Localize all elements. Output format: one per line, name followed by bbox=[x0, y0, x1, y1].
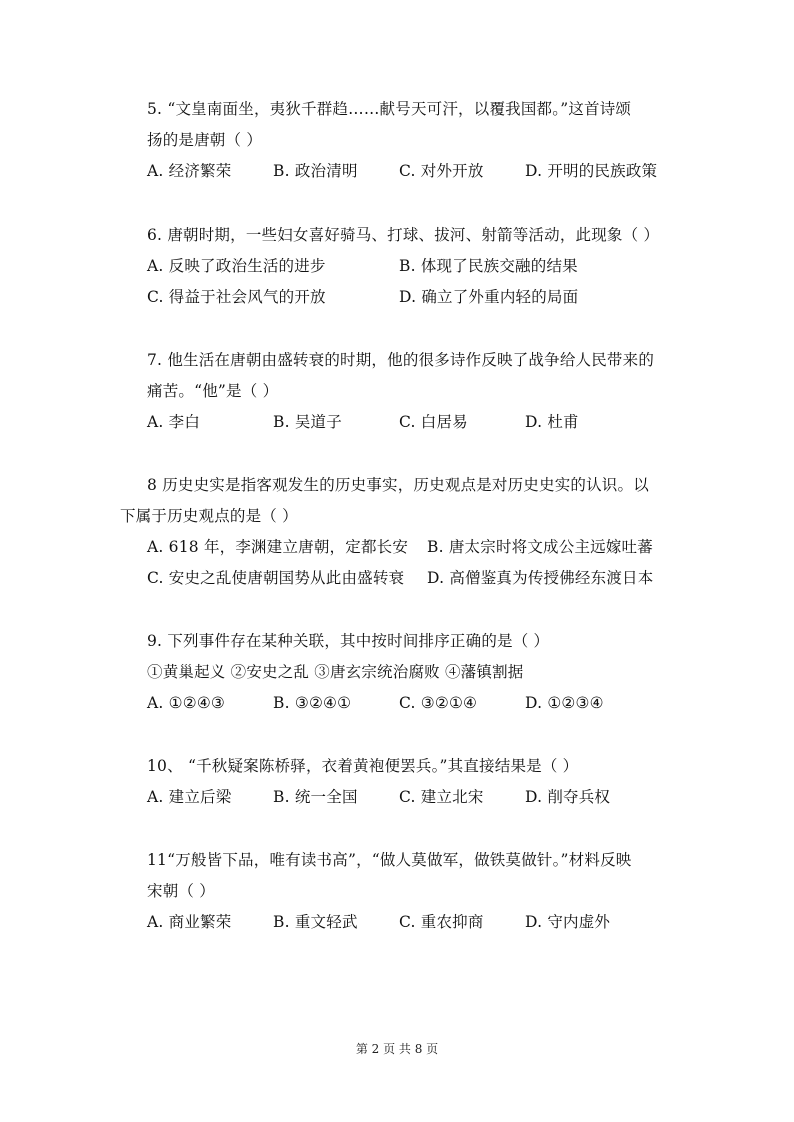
option-a: A. 618 年，李渊建立唐朝，定都长安 bbox=[147, 538, 409, 556]
option-a: A. ①②④③ bbox=[147, 694, 226, 712]
question-stem: 痛苦。“他”是（ ） bbox=[147, 382, 279, 400]
page-number-footer: 第 2 页 共 8 页 bbox=[355, 1042, 439, 1056]
options-row bbox=[147, 407, 654, 438]
option-a: A. 李白 bbox=[147, 413, 201, 431]
question-stem: 5. “文皇南面坐，夷狄千群趋……献号天可汗，以覆我国都。”这首诗颂 bbox=[147, 100, 632, 118]
question-stem: 6. 唐朝时期，一些妇女喜好骑马、打球、拔河、射箭等活动，此现象（ ） bbox=[147, 226, 660, 244]
option-c: C. 安史之乱使唐朝国势从此由盛转衰 bbox=[147, 569, 405, 587]
option-b: B. ③②④① bbox=[273, 694, 352, 712]
option-b: B. 唐太宗时将文成公主远嫁吐蕃 bbox=[427, 538, 653, 556]
options-row bbox=[147, 563, 653, 594]
option-b: B. 吴道子 bbox=[273, 413, 342, 431]
question-10 bbox=[147, 751, 610, 813]
question-8 bbox=[120, 470, 654, 594]
option-a: A. 反映了政治生活的进步 bbox=[147, 257, 326, 275]
option-c: C. 白居易 bbox=[399, 413, 468, 431]
question-stem: 宋朝（ ） bbox=[147, 882, 215, 900]
option-a: A. 商业繁荣 bbox=[147, 913, 232, 931]
option-d: D. 守内虚外 bbox=[525, 913, 611, 931]
option-b: B. 统一全国 bbox=[273, 788, 358, 806]
option-c: C. 对外开放 bbox=[399, 162, 484, 180]
question-stem: 扬的是唐朝（ ） bbox=[147, 131, 263, 149]
question-11 bbox=[147, 845, 631, 938]
option-d: D. 开明的民族政策 bbox=[525, 162, 658, 180]
option-b: B. 重文轻武 bbox=[273, 913, 358, 931]
option-c: C. 建立北宋 bbox=[399, 788, 484, 806]
question-5 bbox=[147, 94, 657, 187]
option-a: A. 建立后梁 bbox=[147, 788, 232, 806]
question-stem: ①黄巢起义 ②安史之乱 ③唐玄宗统治腐败 ④藩镇割据 bbox=[147, 663, 524, 681]
question-stem: 下属于历史观点的是（ ） bbox=[120, 507, 298, 525]
option-c: C. 重农抑商 bbox=[399, 913, 484, 931]
question-stem: 9. 下列事件存在某种关联，其中按时间排序正确的是（ ） bbox=[147, 632, 550, 650]
option-d: D. ①②③④ bbox=[525, 694, 604, 712]
options-row bbox=[147, 782, 610, 813]
option-c: C. 得益于社会风气的开放 bbox=[147, 288, 326, 306]
options-row bbox=[147, 156, 657, 187]
options-row bbox=[147, 688, 604, 719]
option-b: B. 体现了民族交融的结果 bbox=[399, 257, 578, 275]
question-stem: 8 历史史实是指客观发生的历史事实，历史观点是对历史史实的认识。以 bbox=[147, 476, 649, 494]
question-stem: 10、 “千秋疑案陈桥驿，衣着黄袍便罢兵。”其直接结果是（ ） bbox=[147, 757, 579, 775]
options-row bbox=[147, 532, 653, 563]
question-stem: 7. 他生活在唐朝由盛转衰的时期，他的很多诗作反映了战争给人民带来的 bbox=[147, 351, 655, 369]
options-row bbox=[147, 907, 631, 938]
options-row bbox=[147, 251, 659, 282]
question-stem: 11“万般皆下品，唯有读书高”，“做人莫做军，做铁莫做针。”材料反映 bbox=[147, 851, 632, 869]
option-d: D. 削夺兵权 bbox=[525, 788, 611, 806]
option-a: A. 经济繁荣 bbox=[147, 162, 232, 180]
options-row bbox=[147, 282, 659, 313]
question-9 bbox=[147, 626, 604, 719]
question-6 bbox=[147, 220, 659, 313]
option-d: D. 确立了外重内轻的局面 bbox=[399, 288, 579, 306]
option-d: D. 高僧鉴真为传授佛经东渡日本 bbox=[427, 569, 654, 587]
option-d: D. 杜甫 bbox=[525, 413, 579, 431]
option-c: C. ③②①④ bbox=[399, 694, 478, 712]
option-b: B. 政治清明 bbox=[273, 162, 358, 180]
question-7 bbox=[147, 345, 654, 438]
